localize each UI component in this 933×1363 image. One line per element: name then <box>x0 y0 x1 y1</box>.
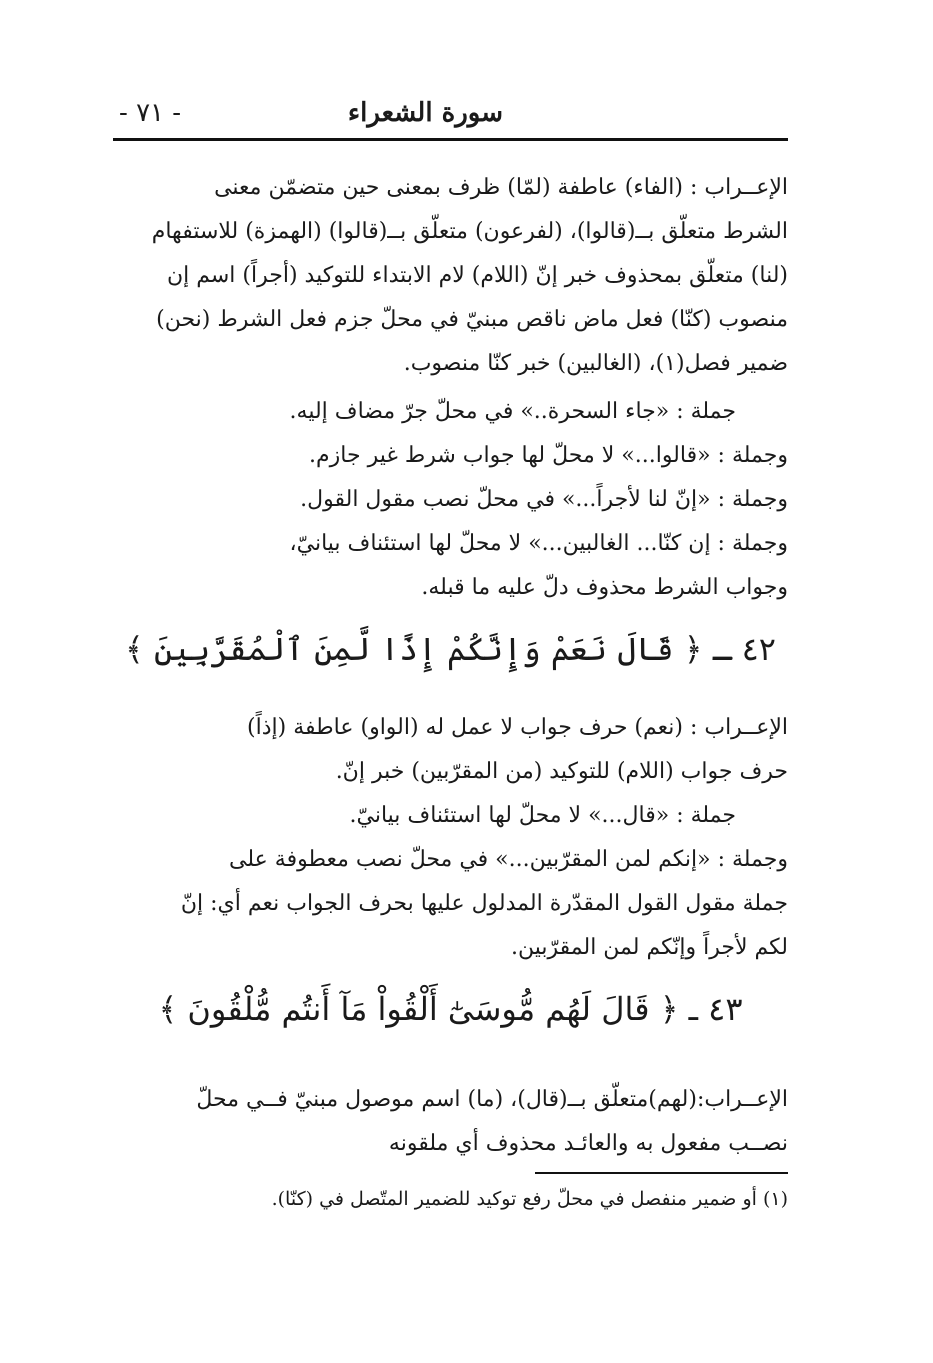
sentence-line: وجملة : «إنكم لمن المقرّبين...» في محلّ نصب معطوفة على <box>229 847 788 872</box>
paragraph-line: حرف جواب (اللام) للتوكيد (من المقرّبين) خبر إنّ. <box>335 759 788 784</box>
sentence-line: وجملة : «إنّ لنا لأجراً...» في محلّ نصب مقول القول. <box>300 487 788 512</box>
sentence-line: جملة : «جاء السحرة..» في محلّ جرّ مضاف إليه. <box>289 399 736 424</box>
quran-verse-43: ٤٣ ـ ﴿ قَالَ لَهُم مُّوسَىٰٓ أَلْقُواْ مَآ أَنتُم مُّلْقُونَ ﴾ <box>158 990 743 1028</box>
sentence-line: وجملة : «قالوا...» لا محلّ لها جواب شرط غير جازم. <box>309 443 788 468</box>
sentence-line: لكم لأجراً وإنّكم لمن المقرّبين. <box>511 935 788 960</box>
sentence-line: جملة مقول القول المقدّرة المدلول عليها بحرف الجواب نعم أي: إنّ <box>180 891 788 916</box>
paragraph-line: نصــب مفعول به والعائـد محذوف أي ملقونه <box>388 1131 788 1156</box>
footnote-rule <box>535 1172 788 1174</box>
footnote: (١) أو ضمير منفصل في محلّ رفع توكيد للضمير المتّصل في (كنّا). <box>271 1188 788 1210</box>
paragraph-line: ضمير فصل(١)، (الغالبين) خبر كنّا منصوب. <box>403 351 788 376</box>
paragraph-line: الإعــراب:(لهم)متعلّق بــ(قال)، (ما) اسم موصول مبنيّ فــي محلّ <box>196 1087 788 1112</box>
sentence-line: وجملة : إن كنّا... الغالبين...» لا محلّ لها استئناف بيانيّ، <box>289 531 788 556</box>
paragraph-line: الإعــراب : (نعم) حرف جواب لا عمل له (الواو) عاطفة (إذاً) <box>247 715 788 740</box>
paragraph-line: الشرط متعلّق بــ(قالوا)، (لفرعون) متعلّق بــ(قالوا) (الهمزة) للاستفهام <box>151 219 788 244</box>
parsing-paragraph-2 <box>113 706 788 794</box>
header-rule <box>113 138 788 141</box>
sentence-line: وجواب الشرط محذوف دلّ عليه ما قبله. <box>421 575 788 600</box>
surah-title: سورة الشعراء <box>347 98 503 128</box>
paragraph-line: الإعــراب : (الفاء) عاطفة (لمّا) ظرف بمعنى حين متضمّن معنى <box>214 175 788 200</box>
sentence-analysis-1 <box>113 390 788 610</box>
paragraph-line: منصوب (كنّا) فعل ماض ناقص مبنيّ في محلّ جزم فعل الشرط (نحن) <box>156 307 788 332</box>
sentence-line: جملة : «قال...» لا محلّ لها استئناف بيانيّ. <box>349 803 736 828</box>
parsing-paragraph-3 <box>113 1078 788 1166</box>
sentence-analysis-2 <box>113 794 788 970</box>
parsing-paragraph-1 <box>113 166 788 386</box>
page-header <box>113 92 788 138</box>
paragraph-line: (لنا) متعلّق بمحذوف خبر إنّ (اللام) لام الابتداء للتوكيد (أجراً) اسم إن <box>166 263 788 288</box>
quran-verse-42: ٤٢ ـ ﴿ قَالَ نَعَمْ وَإِنَّكُمْ إِذًا لَّمِنَ ٱلْمُقَرَّبِينَ ﴾ <box>125 630 776 668</box>
page-number: - ٧١ - <box>119 98 182 128</box>
